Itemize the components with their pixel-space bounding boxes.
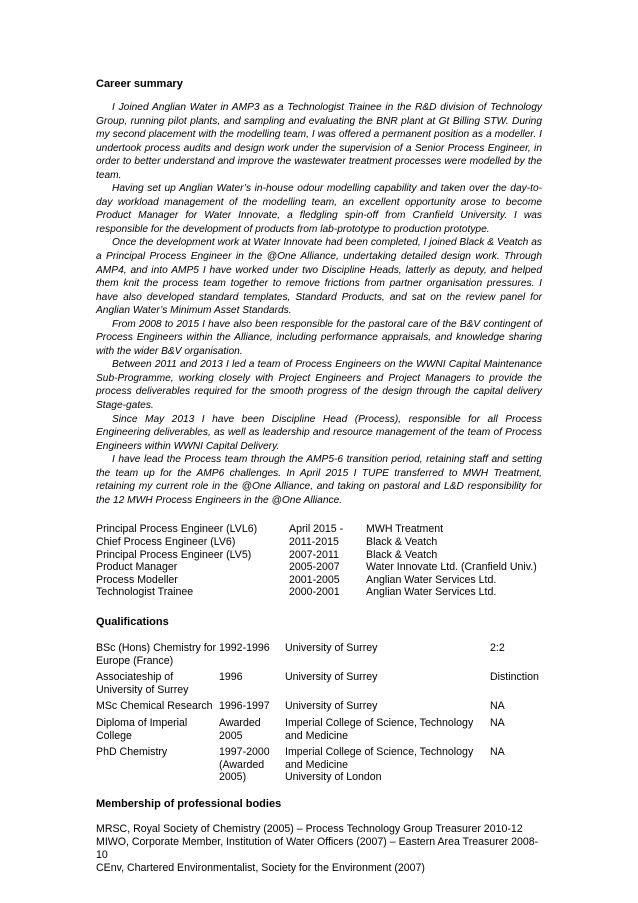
- cv-page: [96, 78, 542, 875]
- table-row: [96, 717, 542, 746]
- employer-cell: Anglian Water Services Ltd.: [366, 573, 497, 586]
- dates-cell: 2001-2005: [289, 573, 340, 586]
- summary-paragraph: Since May 2013 I have been Discipline Head (Process), responsible for all Process Engineering deliverables, as well as leadership and resource management of the team of Process Engineers within WWNI Capital Delivery.: [96, 413, 542, 452]
- role-cell: Chief Process Engineer (LV6): [96, 536, 236, 548]
- dates-cell: April 2015 -: [289, 523, 344, 536]
- summary-paragraph: Between 2011 and 2013 I led a team of Process Engineers on the WWNI Capital Maintenance Sub-Programme, working closely with Project Engineers and Project Managers to provide the process deliverables required for the smooth progress of the design through the capital delivery Stage-gates.: [96, 359, 542, 412]
- table-row: [96, 574, 537, 587]
- qualification-date: 1996-1997: [219, 700, 270, 713]
- table-row: [96, 700, 542, 717]
- qualification-grade: 2:2: [490, 641, 505, 654]
- qualification-institution-extra: University of London: [285, 771, 382, 784]
- summary-paragraph: From 2008 to 2015 I have also been responsible for the pastoral care of the B&V contingent of Process Engineers within the Alliance, including performance appraisals, and knowledge sharing with the wider B&V organisation.: [96, 318, 542, 357]
- qualification-date: 1997-2000 (Awarded 2005): [219, 746, 270, 784]
- dates-cell: 2011-2015: [289, 536, 339, 548]
- qualification-grade: NA: [490, 700, 505, 713]
- qualification-date: 1992-1996: [219, 641, 270, 654]
- table-row: [96, 746, 542, 788]
- table-row: [96, 536, 537, 549]
- membership-item: MIWO, Corporate Member, Institution of Water Officers (2007) – Eastern Area Treasurer 2008-10: [96, 836, 539, 862]
- qualifications-table: [96, 642, 542, 788]
- dates-cell: 2007-2011: [289, 548, 339, 561]
- employer-cell: MWH Treatment: [366, 523, 444, 536]
- career-history-table: [96, 523, 537, 599]
- qualification-grade: Distinction: [490, 671, 539, 684]
- qualification-institution: Imperial College of Science, Technology and Medicine: [285, 746, 474, 771]
- role-cell: Product Manager: [96, 561, 178, 574]
- qualification-institution-cell: [285, 746, 490, 788]
- role-cell: Technologist Trainee: [96, 586, 194, 599]
- qualifications-heading: Qualifications: [96, 615, 169, 628]
- table-row: [96, 586, 537, 599]
- employer-cell: Black & Veatch: [366, 536, 438, 548]
- table-row: [96, 642, 542, 671]
- employer-cell: Black & Veatch: [366, 548, 438, 561]
- membership-list: [96, 823, 542, 875]
- qualification-institution: University of Surrey: [285, 700, 378, 713]
- qualification-date: 1996: [219, 671, 243, 684]
- membership-item: CEnv, Chartered Environmentalist, Society for the Environment (2007): [96, 862, 425, 875]
- employer-cell: Water Innovate Ltd. (Cranfield Univ.): [366, 561, 537, 574]
- qualification-title: Diploma of Imperial College: [96, 716, 188, 742]
- qualification-title: MSc Chemical Research: [96, 700, 213, 713]
- dates-cell: 2000-2001: [289, 586, 340, 599]
- summary-paragraph: Having set up Anglian Water’s in-house odour modelling capability and taken over the day-to-day workload management of the modelling team, an excellent opportunity arose to become Product Manager for Water Innovate, a fledgling spin-off from Cranfield University. I was responsible for the development of products from lab-prototype to production prototype.: [96, 183, 542, 235]
- role-cell: Principal Process Engineer (LVL6): [96, 523, 258, 536]
- membership-item: MRSC, Royal Society of Chemistry (2005) – Process Technology Group Treasurer 2010-12: [96, 822, 523, 835]
- membership-heading: Membership of professional bodies: [96, 797, 282, 810]
- table-row: [96, 523, 537, 536]
- qualification-institution: University of Surrey: [285, 641, 378, 654]
- table-row: [96, 561, 537, 574]
- qualification-date: Awarded 2005: [219, 716, 261, 742]
- qualification-title: BSc (Hons) Chemistry for Europe (France): [96, 641, 217, 667]
- employer-cell: Anglian Water Services Ltd.: [366, 586, 497, 599]
- career-summary-heading: Career summary: [96, 78, 183, 90]
- table-row: [96, 549, 537, 562]
- role-cell: Process Modeller: [96, 573, 178, 586]
- qualification-grade: NA: [490, 716, 505, 729]
- summary-paragraph: I Joined Anglian Water in AMP3 as a Technologist Trainee in the R&D division of Technology Group, running pilot plants, and sampling and evaluating the BNR plant at Gt Billing STW. During my second placement with the modelling team, I was offered a permanent position as a modeller. I undertook process audits and design work under the supervision of a Senior Process Engineer, in order to better understand and improve the wastewater treatment processes were modelled by the team.: [96, 102, 542, 181]
- qualification-grade: NA: [490, 746, 505, 759]
- dates-cell: 2005-2007: [289, 561, 340, 574]
- table-row: [96, 671, 542, 700]
- summary-paragraph: Once the development work at Water Innovate had been completed, I joined Black & Veatch as a Principal Process Engineer in the @One Alliance, undertaking detailed design work. Through AMP4, and into AMP5 I have worked under two Discipline Heads, latterly as deputy, and helped them knit the process team together to remove frictions from partner organisation pressures. I have also developed standard templates, Standard Products, and sat on the review panel for Anglian Water’s Minimum Asset Standards.: [96, 237, 542, 317]
- qualification-title: PhD Chemistry: [96, 746, 168, 759]
- role-cell: Principal Process Engineer (LV5): [96, 548, 252, 561]
- qualification-institution: Imperial College of Science, Technology and Medicine: [285, 716, 474, 742]
- qualification-title: Associateship of University of Surrey: [96, 671, 189, 696]
- qualification-institution: University of Surrey: [285, 671, 378, 684]
- career-summary: [96, 101, 542, 507]
- summary-paragraph: I have lead the Process team through the AMP5-6 transition period, retaining staff and setting the team up for the AMP6 challenges. In April 2015 I TUPE transferred to MWH Treatment, retaining my current role in the @One Alliance, and taking on pastoral and L&D responsibility for the 12 MWH Process Engineers in the @One Alliance.: [96, 454, 542, 506]
